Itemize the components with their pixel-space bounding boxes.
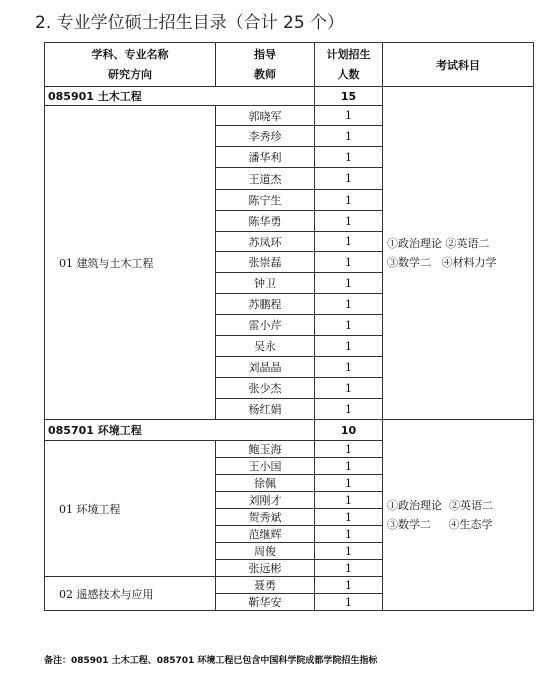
program-row	[45, 420, 534, 441]
subject-header	[45, 43, 216, 87]
advisor-name: 王小国	[216, 458, 315, 475]
advisor-name: 杨红娟	[216, 399, 315, 420]
advisor-count: 1	[315, 458, 383, 475]
admission-table	[44, 42, 534, 611]
advisor-name: 范继辉	[216, 526, 315, 543]
advisor-count: 1	[315, 294, 383, 315]
footnote: 备注：085901 土木工程、085701 环境工程已包含中国科学院成都学院招生指标	[44, 656, 378, 666]
advisor-name: 钟卫	[216, 273, 315, 294]
advisor-count: 1	[315, 357, 383, 378]
advisor-count: 1	[315, 475, 383, 492]
exam-line: ③数学二 ④生态学	[387, 518, 493, 531]
advisor-count: 1	[315, 168, 383, 190]
advisor-count: 1	[315, 543, 383, 560]
exam-header: 考试科目	[383, 43, 534, 87]
advisor-count: 1	[315, 594, 383, 611]
advisor-name: 李秀珍	[216, 126, 315, 147]
advisor-name: 刘刚才	[216, 492, 315, 509]
exam-subjects	[383, 87, 534, 420]
program-plan: 15	[315, 87, 383, 106]
advisor-name: 郭晓军	[216, 106, 315, 126]
advisor-name: 苏鹏程	[216, 294, 315, 315]
advisor-count: 1	[315, 211, 383, 232]
advisor-count: 1	[315, 336, 383, 357]
advisor-name: 张崇磊	[216, 252, 315, 273]
exam-subjects	[383, 420, 534, 611]
advisor-count: 1	[315, 378, 383, 399]
advisor-name: 陈华勇	[216, 211, 315, 232]
advisor-name: 靳华安	[216, 594, 315, 611]
research-direction: 01 环境工程	[45, 441, 216, 577]
advisor-count: 1	[315, 147, 383, 168]
advisor-name: 张远彬	[216, 560, 315, 577]
advisor-count: 1	[315, 492, 383, 509]
advisor-name: 苏凤环	[216, 232, 315, 252]
advisor-count: 1	[315, 106, 383, 126]
advisor-count: 1	[315, 509, 383, 526]
program-plan: 10	[315, 420, 383, 441]
advisor-count: 1	[315, 577, 383, 594]
page-title: 2. 专业学位硕士招生目录（合计 25 个）	[35, 13, 345, 33]
advisor-name: 徐佩	[216, 475, 315, 492]
advisor-name: 潘华利	[216, 147, 315, 168]
program-code-name: 085901 土木工程	[45, 87, 315, 106]
advisor-header-line2: 教师	[254, 67, 276, 81]
advisor-count: 1	[315, 399, 383, 420]
advisor-count: 1	[315, 252, 383, 273]
advisor-name: 鲍玉海	[216, 441, 315, 458]
advisor-count: 1	[315, 126, 383, 147]
advisor-name: 吴永	[216, 336, 315, 357]
advisor-name: 王道杰	[216, 168, 315, 190]
advisor-count: 1	[315, 190, 383, 211]
exam-line: ①政治理论 ②英语二	[387, 237, 490, 250]
advisor-count: 1	[315, 560, 383, 577]
advisor-name: 周俊	[216, 543, 315, 560]
table-header-row	[45, 43, 534, 87]
advisor-count: 1	[315, 232, 383, 252]
advisor-count: 1	[315, 441, 383, 458]
program-row	[45, 87, 534, 106]
research-direction: 01 建筑与土木工程	[45, 106, 216, 420]
program-code-name: 085701 环境工程	[45, 420, 315, 441]
subject-header-line2: 研究方向	[108, 67, 152, 81]
advisor-name: 陈宁生	[216, 190, 315, 211]
advisor-name: 聂勇	[216, 577, 315, 594]
research-direction: 02 遥感技术与应用	[45, 577, 216, 611]
advisor-count: 1	[315, 315, 383, 336]
advisor-count: 1	[315, 526, 383, 543]
advisor-header-line1: 指导	[254, 47, 276, 61]
plan-header	[315, 43, 383, 87]
exam-line: ③数学二 ④材料力学	[387, 256, 497, 269]
advisor-name: 雷小芹	[216, 315, 315, 336]
advisor-name: 张少杰	[216, 378, 315, 399]
advisor-name: 刘晶晶	[216, 357, 315, 378]
subject-header-line1: 学科、专业名称	[91, 47, 169, 61]
plan-header-line2: 人数	[337, 67, 360, 81]
advisor-name: 贺秀斌	[216, 509, 315, 526]
advisor-header	[216, 43, 315, 87]
advisor-count: 1	[315, 273, 383, 294]
exam-line: ①政治理论 ②英语二	[387, 499, 493, 512]
plan-header-line1: 计划招生	[326, 47, 371, 61]
